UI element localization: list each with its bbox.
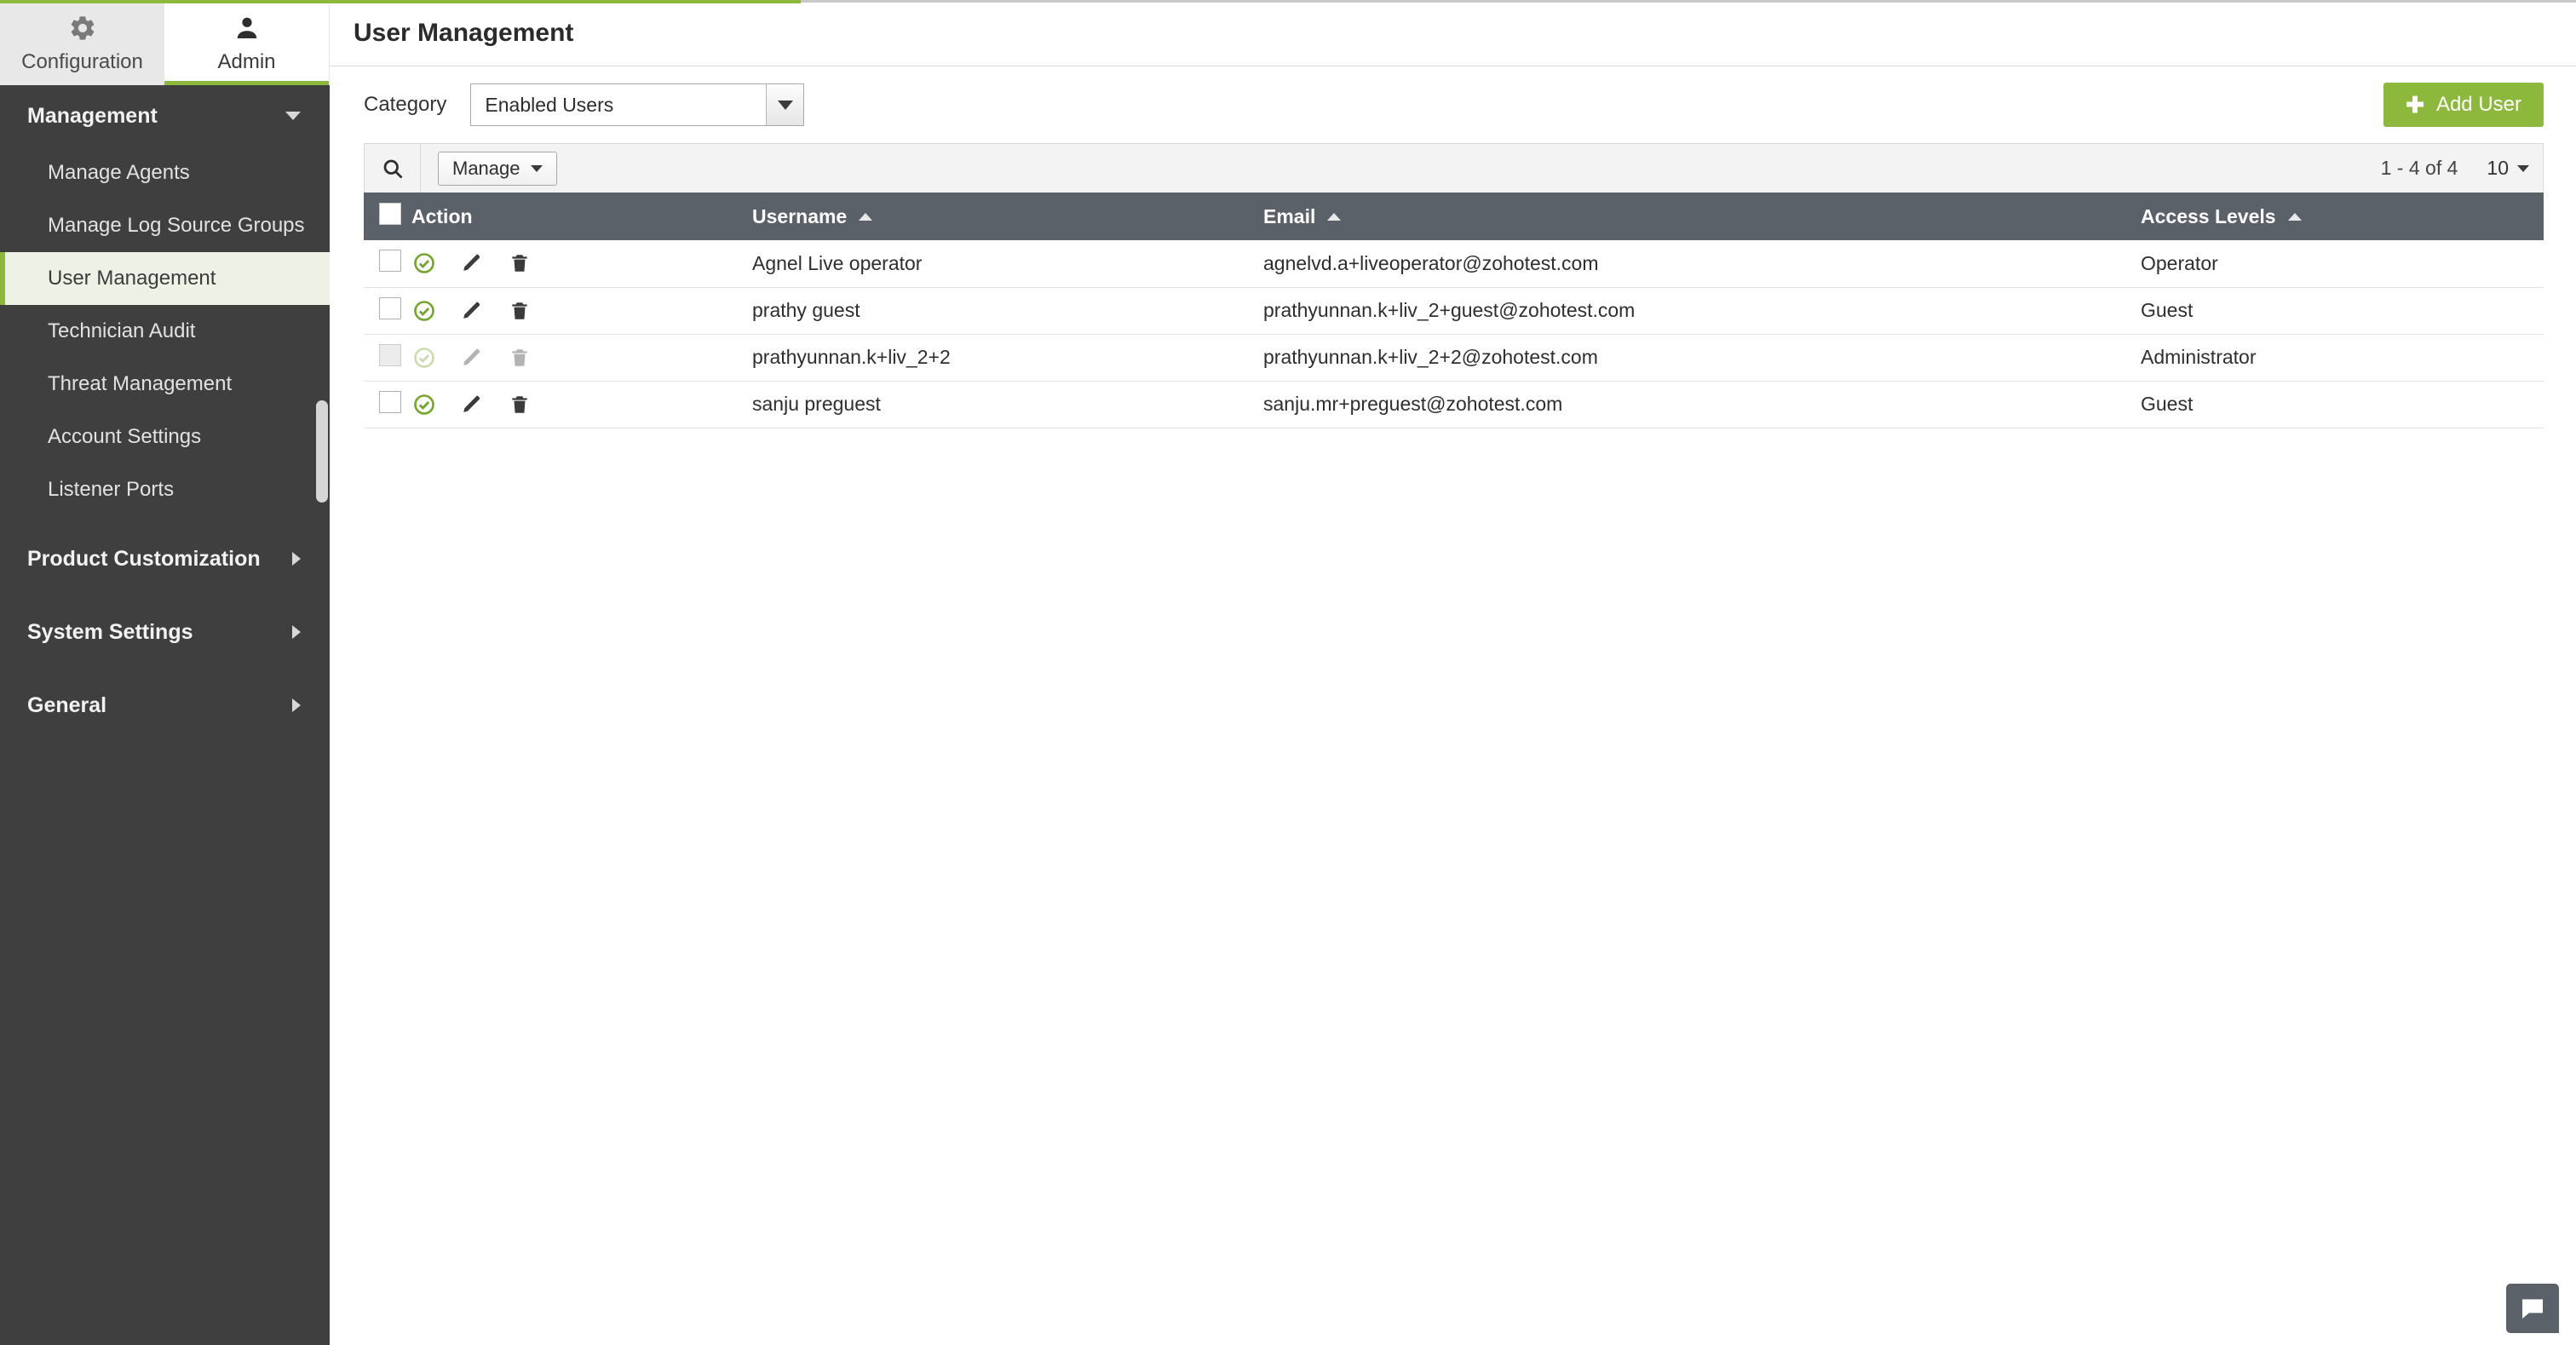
sidebar-item-label: Threat Management xyxy=(48,372,233,395)
table-head xyxy=(364,193,2544,240)
row-username: prathy guest xyxy=(752,287,1263,334)
delete-icon[interactable] xyxy=(507,250,532,276)
chat-icon[interactable] xyxy=(2506,1284,2559,1333)
edit-icon xyxy=(459,345,485,371)
tab-label: Configuration xyxy=(21,50,143,73)
column-label: Email xyxy=(1263,204,1316,227)
row-email: prathyunnan.k+liv_2+2@zohotest.com xyxy=(1263,334,2141,381)
chevron-down-icon xyxy=(531,165,543,172)
category-label: Category xyxy=(364,93,447,116)
delete-icon[interactable] xyxy=(507,298,532,324)
tab-configuration[interactable] xyxy=(0,0,164,85)
row-access-level: Administrator xyxy=(2141,334,2544,381)
manage-dropdown-button[interactable] xyxy=(438,152,557,186)
table-container xyxy=(330,143,2576,428)
table-row[interactable] xyxy=(364,240,2544,287)
delete-icon xyxy=(507,345,532,371)
header-accent-line xyxy=(0,0,801,3)
table-row[interactable] xyxy=(364,287,2544,334)
row-checkbox xyxy=(379,344,401,366)
sidebar-group-label: System Settings xyxy=(27,619,193,644)
row-action-cell xyxy=(411,334,752,381)
sidebar-item-label: User Management xyxy=(48,267,216,290)
table-row[interactable] xyxy=(364,334,2544,381)
user-icon xyxy=(233,11,261,45)
column-label: Action xyxy=(411,204,473,227)
row-username: prathyunnan.k+liv_2+2 xyxy=(752,334,1263,381)
tab-label: Admin xyxy=(217,50,276,73)
sidebar-item-label: Listener Ports xyxy=(48,478,175,501)
sidebar-item-threat-management[interactable] xyxy=(0,358,330,411)
chevron-down-icon xyxy=(285,112,301,120)
tab-admin[interactable] xyxy=(164,0,329,85)
sidebar-item-technician-audit[interactable] xyxy=(0,305,330,358)
gear-icon xyxy=(68,11,97,45)
column-label: Username xyxy=(752,204,848,227)
enable-icon xyxy=(411,345,437,371)
sidebar-item-label: Technician Audit xyxy=(48,319,196,342)
row-action-cell xyxy=(411,381,752,428)
row-select-cell xyxy=(364,381,411,428)
row-email: sanju.mr+preguest@zohotest.com xyxy=(1263,381,2141,428)
row-select-cell xyxy=(364,287,411,334)
plus-icon: ✚ xyxy=(2406,92,2424,118)
edit-icon[interactable] xyxy=(459,250,485,276)
enable-icon[interactable] xyxy=(411,298,437,324)
primary-tabbar xyxy=(0,0,330,85)
search-icon[interactable] xyxy=(365,145,421,193)
row-username: Agnel Live operator xyxy=(752,240,1263,287)
table-body xyxy=(364,240,2544,428)
per-page-value: 10 xyxy=(2487,157,2509,179)
users-table xyxy=(364,193,2544,428)
sidebar-menu xyxy=(0,85,330,736)
row-username: sanju preguest xyxy=(752,381,1263,428)
column-username[interactable] xyxy=(752,193,1263,240)
main-content xyxy=(330,0,2576,1345)
column-email[interactable] xyxy=(1263,193,2141,240)
row-email: prathyunnan.k+liv_2+guest@zohotest.com xyxy=(1263,287,2141,334)
per-page-select[interactable] xyxy=(2487,157,2529,180)
column-access-levels[interactable] xyxy=(2141,193,2544,240)
row-action-cell xyxy=(411,287,752,334)
table-row[interactable] xyxy=(364,381,2544,428)
sidebar-item-label: Manage Log Source Groups xyxy=(48,214,305,237)
chevron-right-icon xyxy=(292,625,301,639)
select-all-checkbox[interactable] xyxy=(379,203,401,225)
sidebar-group-label: General xyxy=(27,693,107,717)
edit-icon[interactable] xyxy=(459,392,485,417)
chevron-right-icon xyxy=(292,552,301,566)
row-checkbox[interactable] xyxy=(379,297,401,319)
chevron-down-icon xyxy=(2517,165,2529,172)
add-user-button[interactable] xyxy=(2383,83,2544,127)
row-checkbox[interactable] xyxy=(379,391,401,413)
sidebar-item-label: Manage Agents xyxy=(48,161,190,184)
row-access-level: Guest xyxy=(2141,381,2544,428)
enable-icon[interactable] xyxy=(411,392,437,417)
column-action[interactable] xyxy=(411,193,752,240)
table-toolbar xyxy=(364,143,2544,193)
sidebar-group-general[interactable] xyxy=(0,675,330,736)
sidebar-group-label: Product Customization xyxy=(27,546,261,571)
sidebar-item-account-settings[interactable] xyxy=(0,411,330,463)
chevron-down-icon[interactable] xyxy=(766,84,803,125)
sort-ascending-icon xyxy=(859,213,872,221)
sidebar-item-listener-ports[interactable] xyxy=(0,463,330,516)
delete-icon[interactable] xyxy=(507,392,532,417)
edit-icon[interactable] xyxy=(459,298,485,324)
row-access-level: Guest xyxy=(2141,287,2544,334)
sidebar xyxy=(0,0,330,1345)
sidebar-item-user-management[interactable] xyxy=(0,252,330,305)
category-select-value: Enabled Users xyxy=(485,93,614,116)
sort-ascending-icon xyxy=(1327,213,1341,221)
row-email: agnelvd.a+liveoperator@zohotest.com xyxy=(1263,240,2141,287)
add-user-label: Add User xyxy=(2435,93,2521,116)
page-header xyxy=(330,0,2576,66)
column-label: Access Levels xyxy=(2141,204,2276,227)
row-checkbox[interactable] xyxy=(379,250,401,272)
sidebar-group-management[interactable] xyxy=(0,85,330,147)
sidebar-scrollbar-thumb[interactable] xyxy=(316,400,328,503)
sidebar-group-system-settings[interactable] xyxy=(0,601,330,663)
row-access-level: Operator xyxy=(2141,240,2544,287)
manage-label: Manage xyxy=(452,157,520,179)
row-select-cell xyxy=(364,240,411,287)
enable-icon[interactable] xyxy=(411,250,437,276)
column-select-all xyxy=(364,193,411,240)
page-title: User Management xyxy=(354,18,574,47)
pagination-info: 1 - 4 of 4 xyxy=(2380,157,2458,179)
sidebar-group-product-customization[interactable] xyxy=(0,528,330,589)
category-select[interactable] xyxy=(470,83,804,126)
sort-ascending-icon xyxy=(2288,213,2302,221)
table-header-row xyxy=(364,193,2544,240)
chevron-right-icon xyxy=(292,698,301,712)
row-select-cell xyxy=(364,334,411,381)
filter-bar xyxy=(330,66,2576,143)
row-action-cell xyxy=(411,240,752,287)
sidebar-group-label: Management xyxy=(27,103,158,128)
sidebar-item-manage-agents[interactable] xyxy=(0,147,330,199)
sidebar-item-label: Account Settings xyxy=(48,425,202,448)
sidebar-item-manage-log-source-groups[interactable] xyxy=(0,199,330,252)
